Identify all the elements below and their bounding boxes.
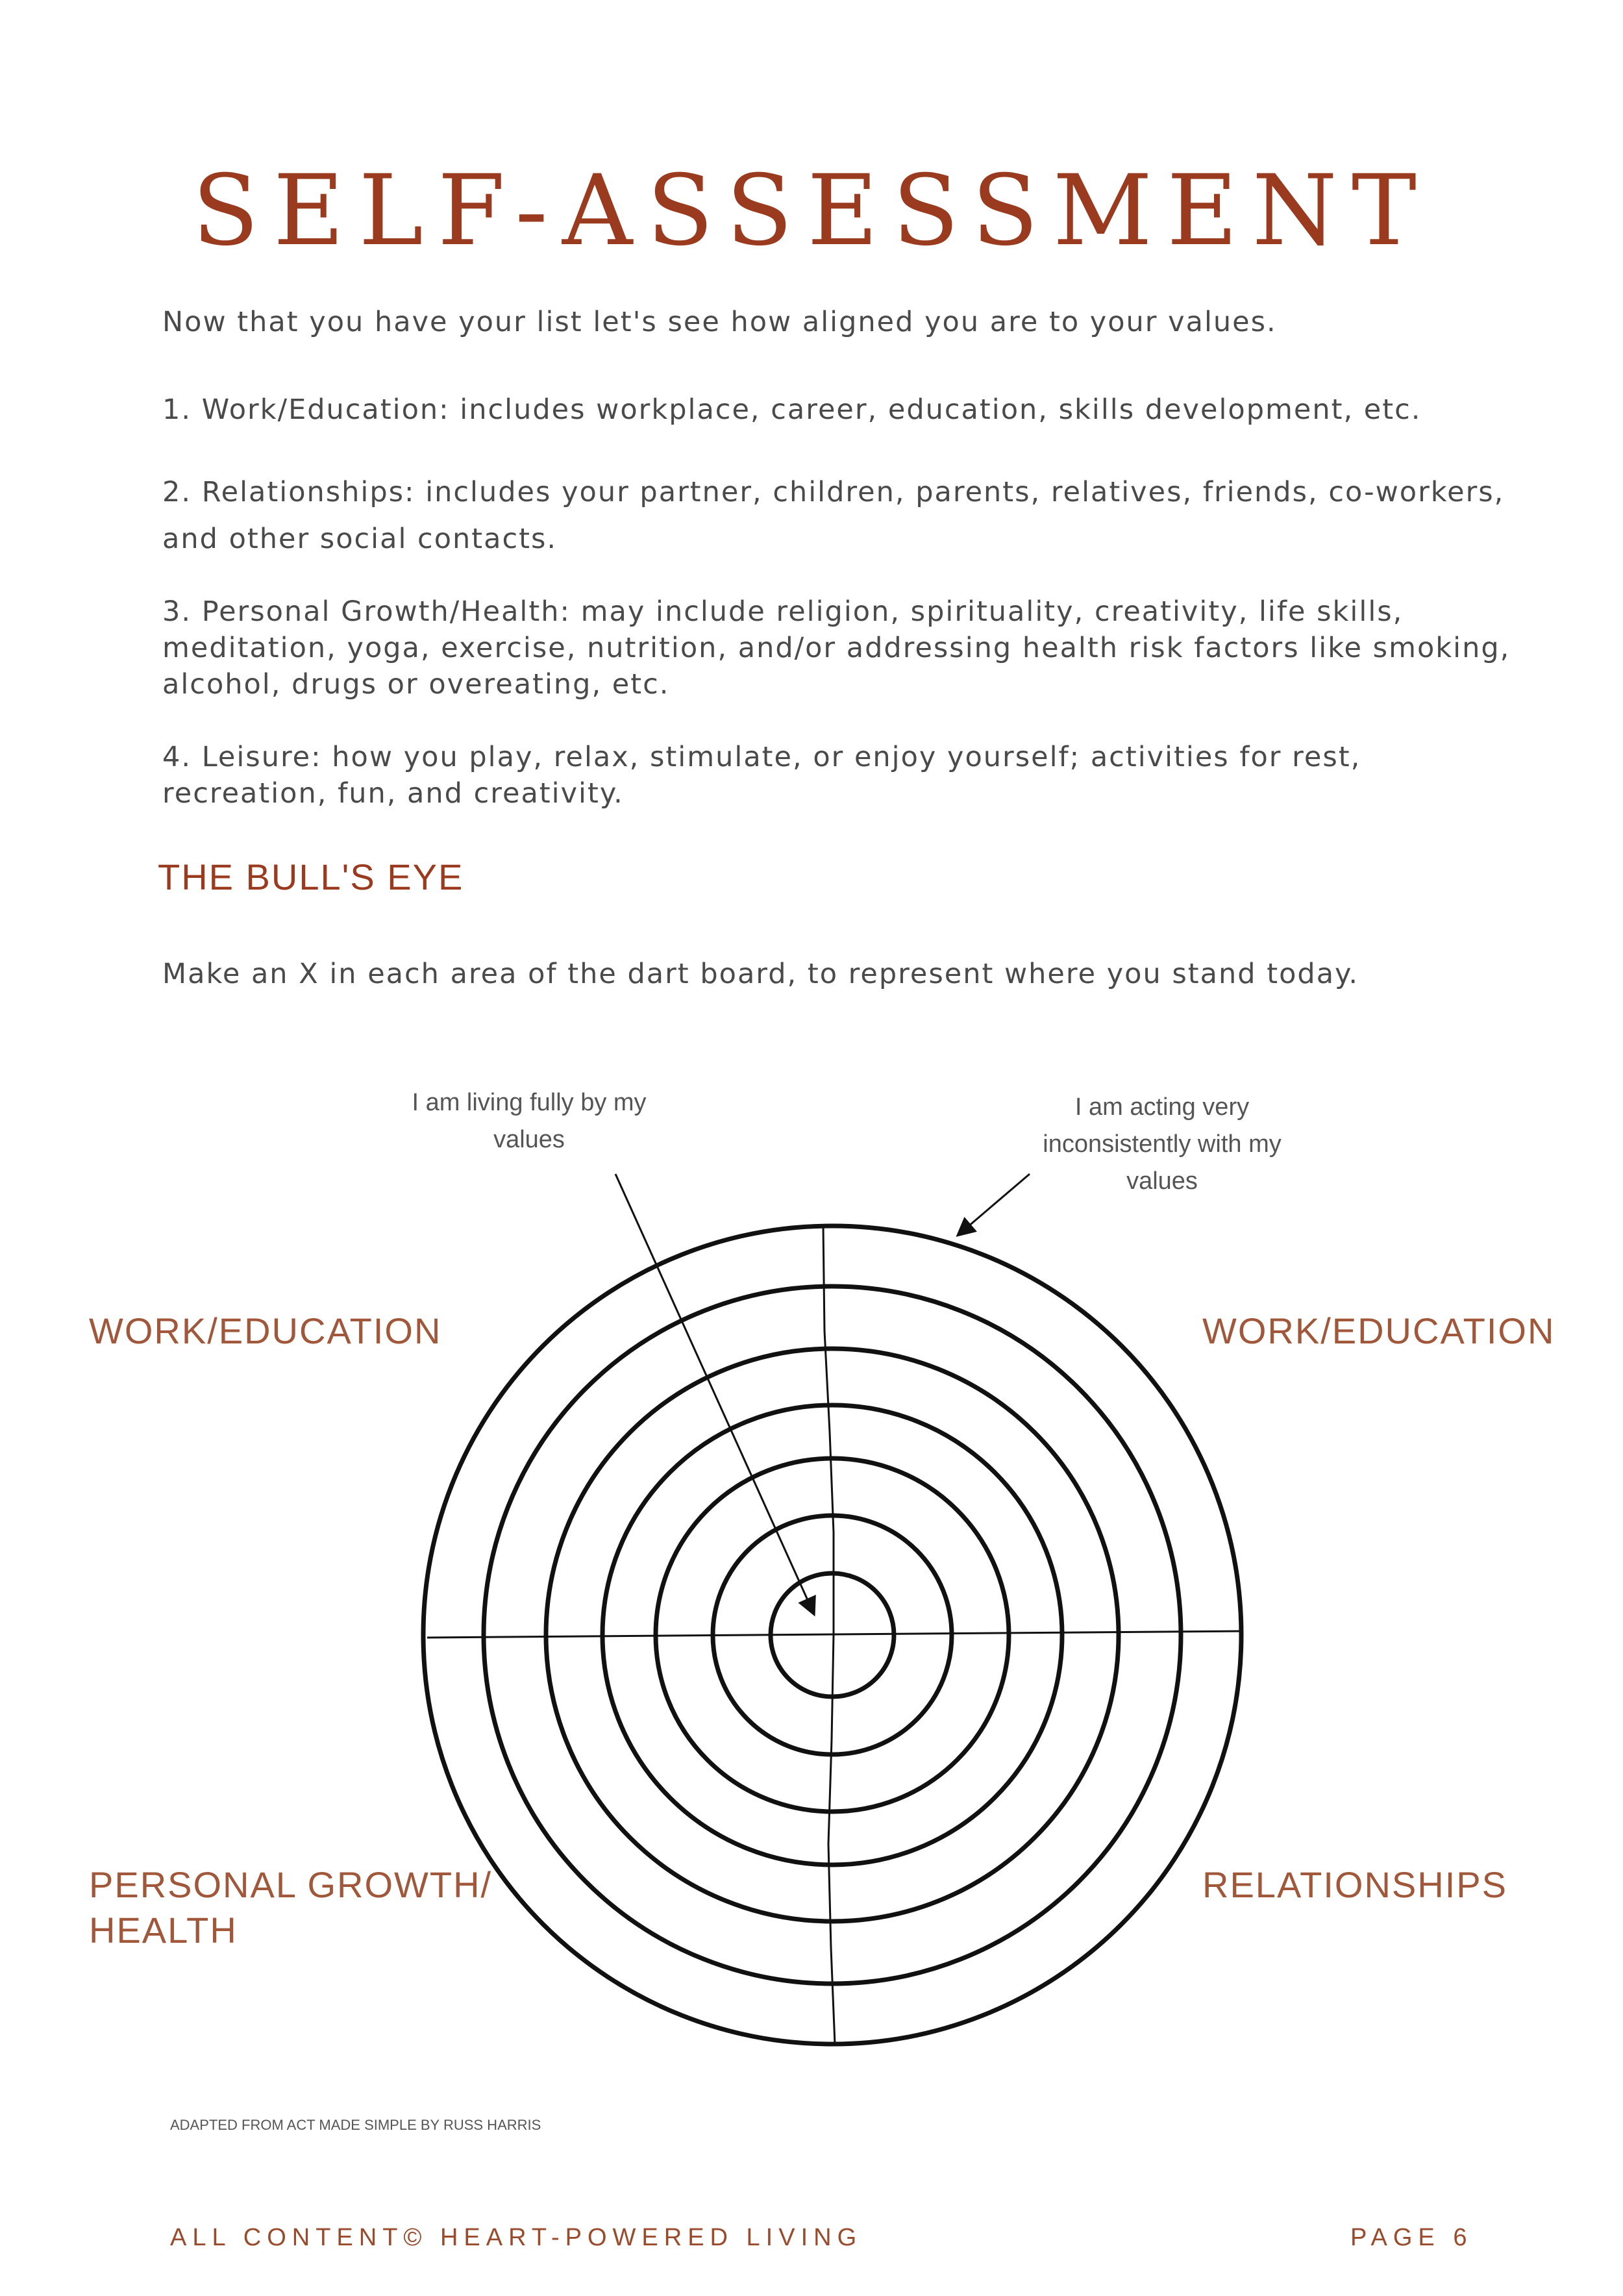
section-heading: THE BULL'S EYE xyxy=(158,856,464,897)
list-item-work: 1. Work/Education: includes workplace, career, education, skills development, etc. xyxy=(162,393,1422,426)
page-title: SELF-ASSESSMENT xyxy=(192,155,1431,268)
list-item-personal-growth: 3. Personal Growth/Health: may include religion, spirituality, creativity, life skills, meditation, yoga, exercise, nutrition, and/or addressing health risk factors like smoking, alcohol, drugs or overeating, etc. xyxy=(162,595,1511,701)
credit-text: ADAPTED FROM ACT MADE SIMPLE BY RUSS HARRIS xyxy=(170,2117,541,2133)
footer-page-number: PAGE 6 xyxy=(1350,2224,1473,2251)
arrow-outer xyxy=(959,1174,1030,1234)
footer-copyright: ALL CONTENT© HEART-POWERED LIVING xyxy=(170,2224,863,2251)
annotation-outer: I am acting very inconsistently with my values xyxy=(1043,1093,1282,1195)
list-item-relationships: 2. Relationships: includes your partner, children, parents, relatives, friends, co-workers, and other social contacts. xyxy=(162,476,1505,555)
arrow-inner xyxy=(615,1174,813,1613)
quadrant-label-top-left: WORK/EDUCATION xyxy=(89,1310,442,1351)
list-item-leisure: 4. Leisure: how you play, relax, stimulate, or enjoy yourself; activities for rest, recreation, fun, and creativity. xyxy=(162,741,1361,810)
annotation-inner: I am living fully by my values xyxy=(412,1089,647,1153)
quadrant-label-bottom-left: PERSONAL GROWTH/ HEALTH xyxy=(89,1864,493,1951)
quadrant-label-top-right: WORK/EDUCATION xyxy=(1202,1310,1555,1351)
quadrant-label-bottom-right: RELATIONSHIPS xyxy=(1202,1864,1507,1905)
intro-text: Now that you have your list let's see how aligned you are to your values. xyxy=(162,306,1277,338)
instruction-text: Make an X in each area of the dart board, to represent where you stand today. xyxy=(162,958,1359,990)
